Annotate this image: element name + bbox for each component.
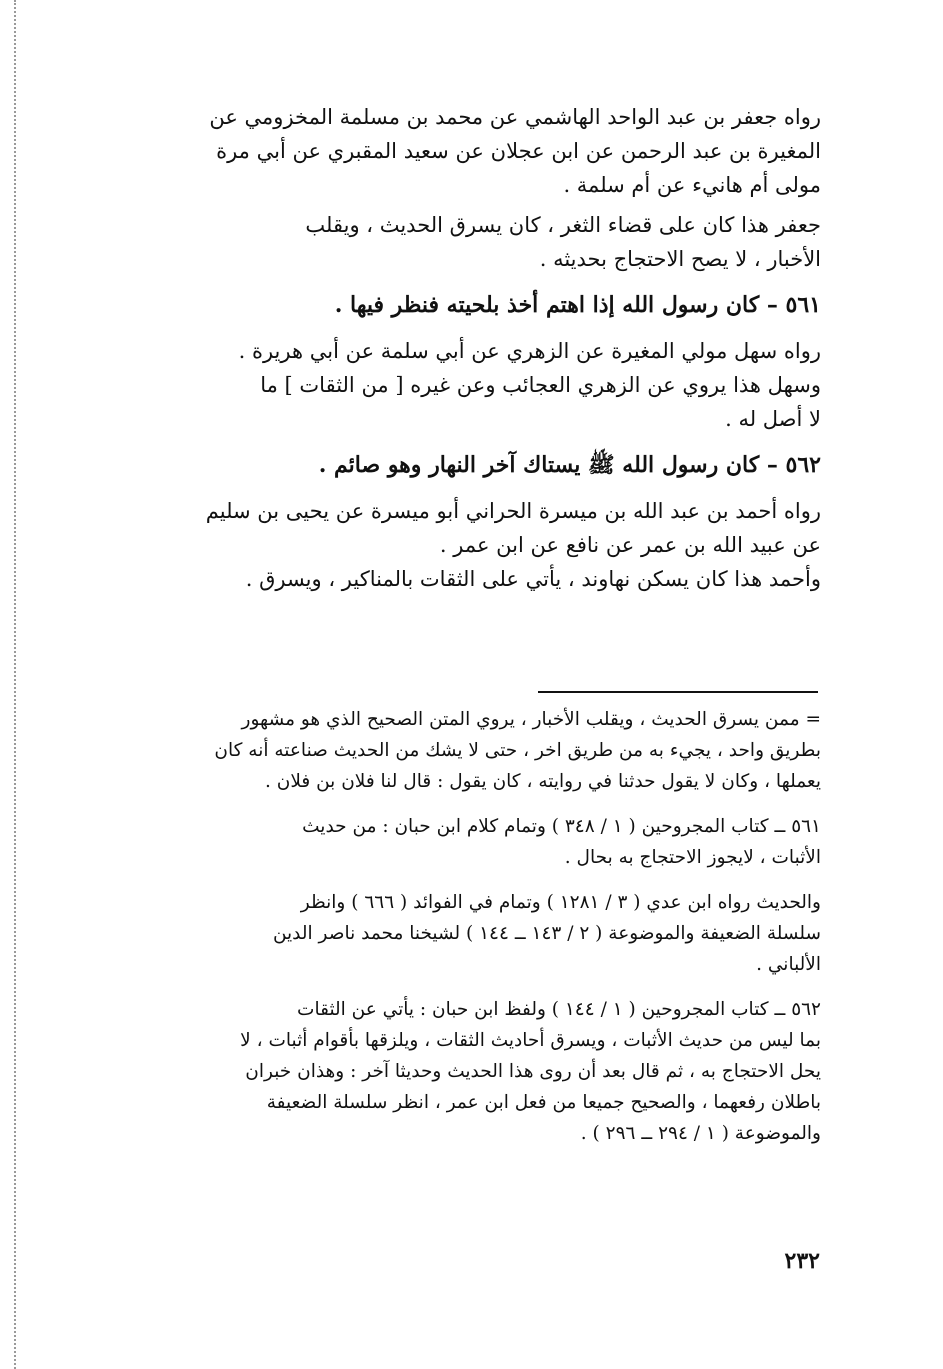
footnote-line: الأثبات ، لايجوز الاحتجاج به بحال . (564, 847, 821, 868)
main-text (133, 100, 821, 596)
text-line: لا أصل له . (725, 407, 821, 431)
footnote-line: بما ليس من حديث الأثبات ، ويسرق أحاديث الثقات ، ويلزقها بأقوام أثبات ، لا (240, 1030, 821, 1051)
footnote-line: سلسلة الضعيفة والموضوعة ( ٢ / ١٤٣ ــ ١٤٤ ) لشيخنا محمد ناصر الدين (272, 923, 821, 944)
paragraph-narration-ahmad (133, 494, 821, 596)
text-line: المغيرة بن عبد الرحمن عن ابن عجلان عن سعيد المقبري عن أبي مرة (216, 139, 821, 163)
text-line: عن عبيد الله بن عمر عن نافع عن ابن عمر . (439, 533, 821, 557)
text-line: رواه سهل مولي المغيرة عن الزهري عن أبي سلمة عن أبي هريرة . (238, 339, 821, 363)
paragraph-comment-ja-far (133, 208, 821, 276)
hadith-heading-562: ٥٦٢ – كان رسول الله ﷺ يستاك آخر النهار وهو صائم . (318, 452, 821, 478)
footnote-line: يحل الاحتجاج به ، ثم قال بعد أن روى هذا الحديث وحديثا آخر : وهذان خبران (245, 1061, 821, 1082)
footnote-separator (538, 691, 818, 693)
text-line: جعفر هذا كان على قضاء الثغر ، كان يسرق الحديث ، ويقلب (305, 213, 821, 237)
footnote-line: ٥٦٢ ــ كتاب المجروحين ( ١ / ١٤٤ ) ولفظ ابن حبان : يأتي عن الثقات (297, 999, 821, 1020)
text-line: رواه أحمد بن عبد الله بن ميسرة الحراني أبو ميسرة عن يحيى بن سليم (205, 499, 821, 523)
footnote-line: ٥٦١ ــ كتاب المجروحين ( ١ / ٣٤٨ ) وتمام كلام ابن حبان : من حديث (302, 816, 821, 837)
footnote-562 (133, 994, 821, 1149)
footnotes (133, 704, 821, 1163)
text-line: مولى أم هانيء عن أم سلمة . (563, 173, 821, 197)
page-number: ٢٣٢ (784, 1248, 820, 1274)
text-line: رواه جعفر بن عبد الواحد الهاشمي عن محمد بن مسلمة المخزومي عن (209, 105, 821, 129)
footnote-561-references (133, 887, 821, 980)
footnote-line: والموضوعة ( ١ / ٢٩٤ ــ ٢٩٦ ) . (580, 1123, 821, 1144)
paragraph-narration-sahl (133, 334, 821, 436)
hadith-heading-561: ٥٦١ – كان رسول الله إذا اهتم أخذ بلحيته فنظر فيها . (334, 292, 821, 318)
footnote-561 (133, 811, 821, 873)
footnote-line: = ممن يسرق الحديث ، ويقلب الأخبار ، يروي المتن الصحيح الذي هو مشهور (241, 709, 821, 730)
text-line: وسهل هذا يروي عن الزهري العجائب وعن غيره [ من الثقات ] ما (260, 373, 821, 397)
footnote-continuation (133, 704, 821, 797)
text-line: الأخبار ، لا يصح الاحتجاج بحديثه . (539, 247, 821, 271)
footnote-line: والحديث رواه ابن عدي ( ٣ / ١٢٨١ ) وتمام في الفوائد ( ٦٦٦ ) وانظر (300, 892, 821, 913)
footnote-line: باطلان رفعهما ، والصحيح جميعا من فعل ابن عمر ، انظر سلسلة الضعيفة (266, 1092, 821, 1113)
scan-edge-dots (14, 0, 16, 1369)
footnote-line: بطريق واحد ، يجيء به من طريق اخر ، حتى لا يشك من الحديث صناعته أنه كان (214, 740, 821, 761)
footnote-line: يعملها ، وكان لا يقول حدثنا في روايته ، كان يقول : قال لنا فلان بن فلان . (264, 771, 821, 792)
footnote-line: الألباني . (756, 954, 821, 975)
text-line: وأحمد هذا كان يسكن نهاوند ، يأتي على الثقات بالمناكير ، ويسرق . (245, 567, 821, 591)
paragraph-narration-ja-far (133, 100, 821, 202)
